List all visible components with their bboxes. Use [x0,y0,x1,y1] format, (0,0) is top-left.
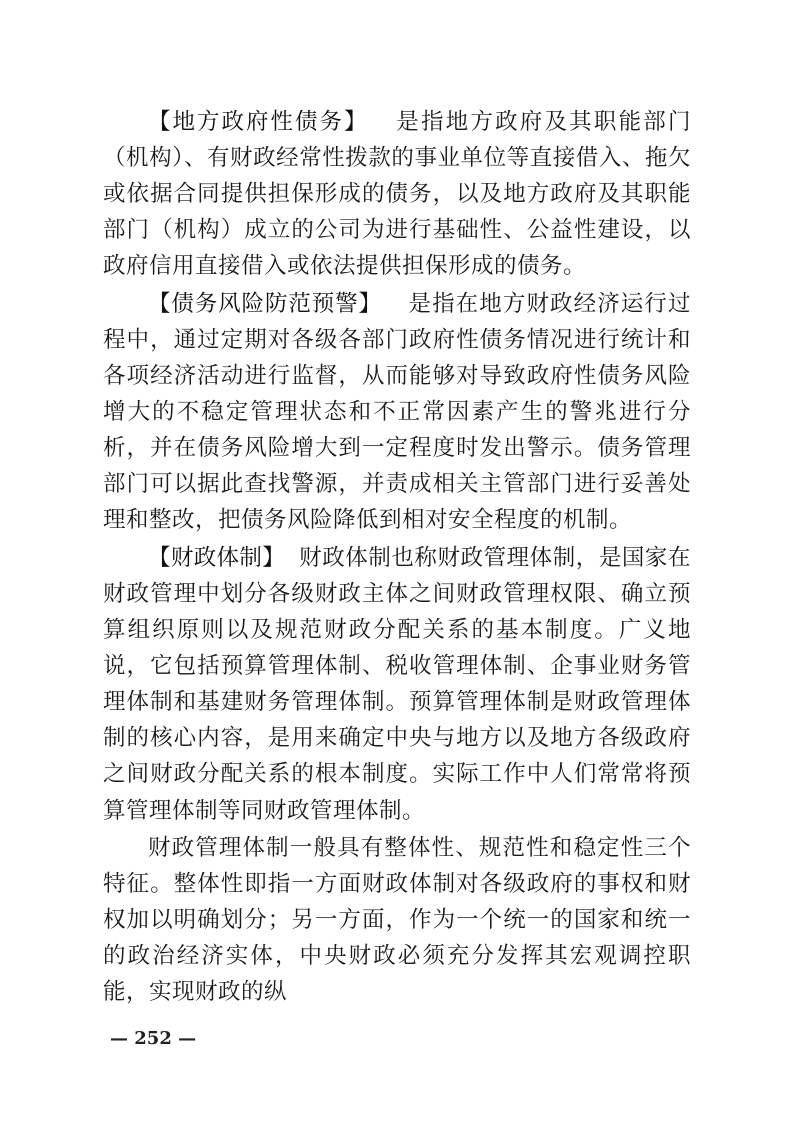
glossary-term: 【地方政府性债务】 [148,109,369,135]
page-body [103,104,691,1012]
glossary-definition: 是指在地方财政经济运行过程中，通过定期对各级各部门政府性债务情况进行统计和各项经济活动进行监督，从而能够对导致政府性债务风险增大的不稳定管理状态和不正常因素产生的警兆进行分析，并在债务风险增大到一定程度时发出警示。债务管理部门可以据此查找警源，并责成相关主管部门进行妥善处理和整改，把债务风险降低到相对安全程度的机制。 [103,290,691,534]
glossary-entry-local-government-debt [103,104,691,284]
glossary-entry-fiscal-system [103,540,691,829]
glossary-definition: 是指地方政府及其职能部门（机构）、有财政经常性拨款的事业单位等直接借入、拖欠或依据合同提供担保形成的债务，以及地方政府及其职能部门（机构）成立的公司为进行基础性、公益性建设，以政府信用直接借入或依法提供担保形成的债务。 [103,109,691,280]
glossary-definition: 财政体制也称财政管理体制，是国家在财政管理中划分各级财政主体之间财政管理权限、确立预算组织原则以及规范财政分配关系的基本制度。广义地说，它包括预算管理体制、税收管理体制、企事业财务管理体制和基建财务管理体制。预算管理体制是财政管理体制的核心内容，是用来确定中央与地方以及地方各级政府之间财政分配关系的根本制度。实际工作中人们常常将预算管理体制等同财政管理体制。 [103,544,691,824]
glossary-term: 【债务风险防范预警】 [148,290,382,317]
body-paragraph: 财政管理体制一般具有整体性、规范性和稳定性三个特征。整体性即指一方面财政体制对各级政府的事权和财权加以明确划分；另一方面，作为一个统一的国家和统一的政治经济实体，中央财政必须充分发挥其宏观调控职能，实现财政的纵 [103,835,691,1006]
page-number: — 252 — [110,1028,197,1049]
glossary-term: 【财政体制】 [148,544,286,571]
glossary-entry-debt-risk-warning [103,286,691,539]
